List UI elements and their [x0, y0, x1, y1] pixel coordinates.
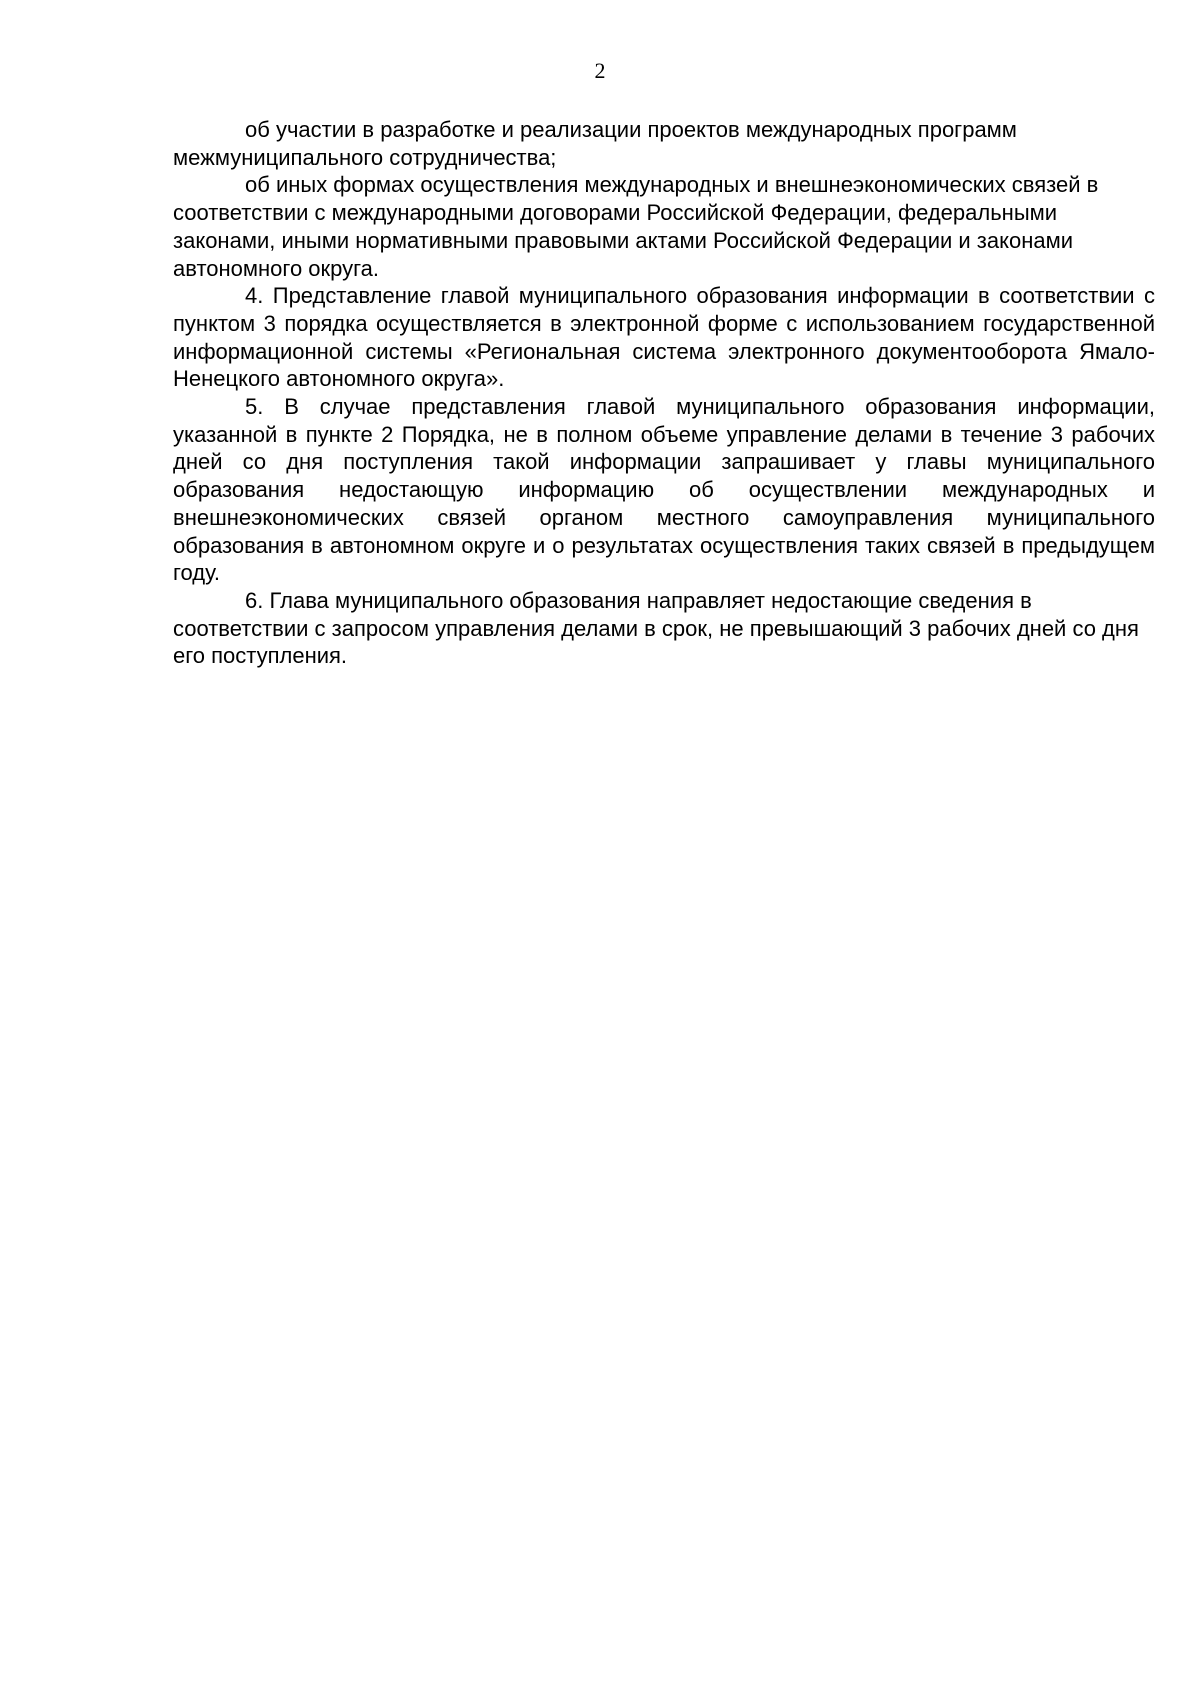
paragraph-other-forms: об иных формах осуществления международных и внешнеэкономических связей в соответствии с международными договорами Российской Федерации, федеральными законами, иными нормативными правовыми актами Российской Федерации и законами автономного округа.: [173, 172, 1099, 281]
paragraph-item-4: 4. Представление главой муниципального образования информации в соответствии с пунктом 3 порядка осуществляется в электронной форме с использованием государственной информационной системы «Региональная система электронного документооборота Ямало-Ненецкого автономного округа».: [173, 283, 1155, 392]
paragraph-item-5: 5. В случае представления главой муниципального образования информации, указанной в пункте 2 Порядка, не в полном объеме управление делами в течение 3 рабочих дней со дня поступления такой информации запрашивает у главы муниципального образования недостающую информацию об осуществлении международных и внешнеэкономических связей органом местного самоуправления муниципального образования в автономном округе и о результатах осуществления таких связей в предыдущем году.: [173, 394, 1155, 586]
paragraph-item-6: 6. Глава муниципального образования направляет недостающие сведения в соответствии с запросом управления делами в срок, не превышающий 3 рабочих дней со дня его поступления.: [173, 587, 1139, 669]
paragraph-international-programs: об участии в разработке и реализации проектов международных программ межмуниципального сотрудничества;: [173, 117, 1017, 170]
page-number: 2: [594, 58, 606, 83]
document-body: [173, 116, 1155, 670]
